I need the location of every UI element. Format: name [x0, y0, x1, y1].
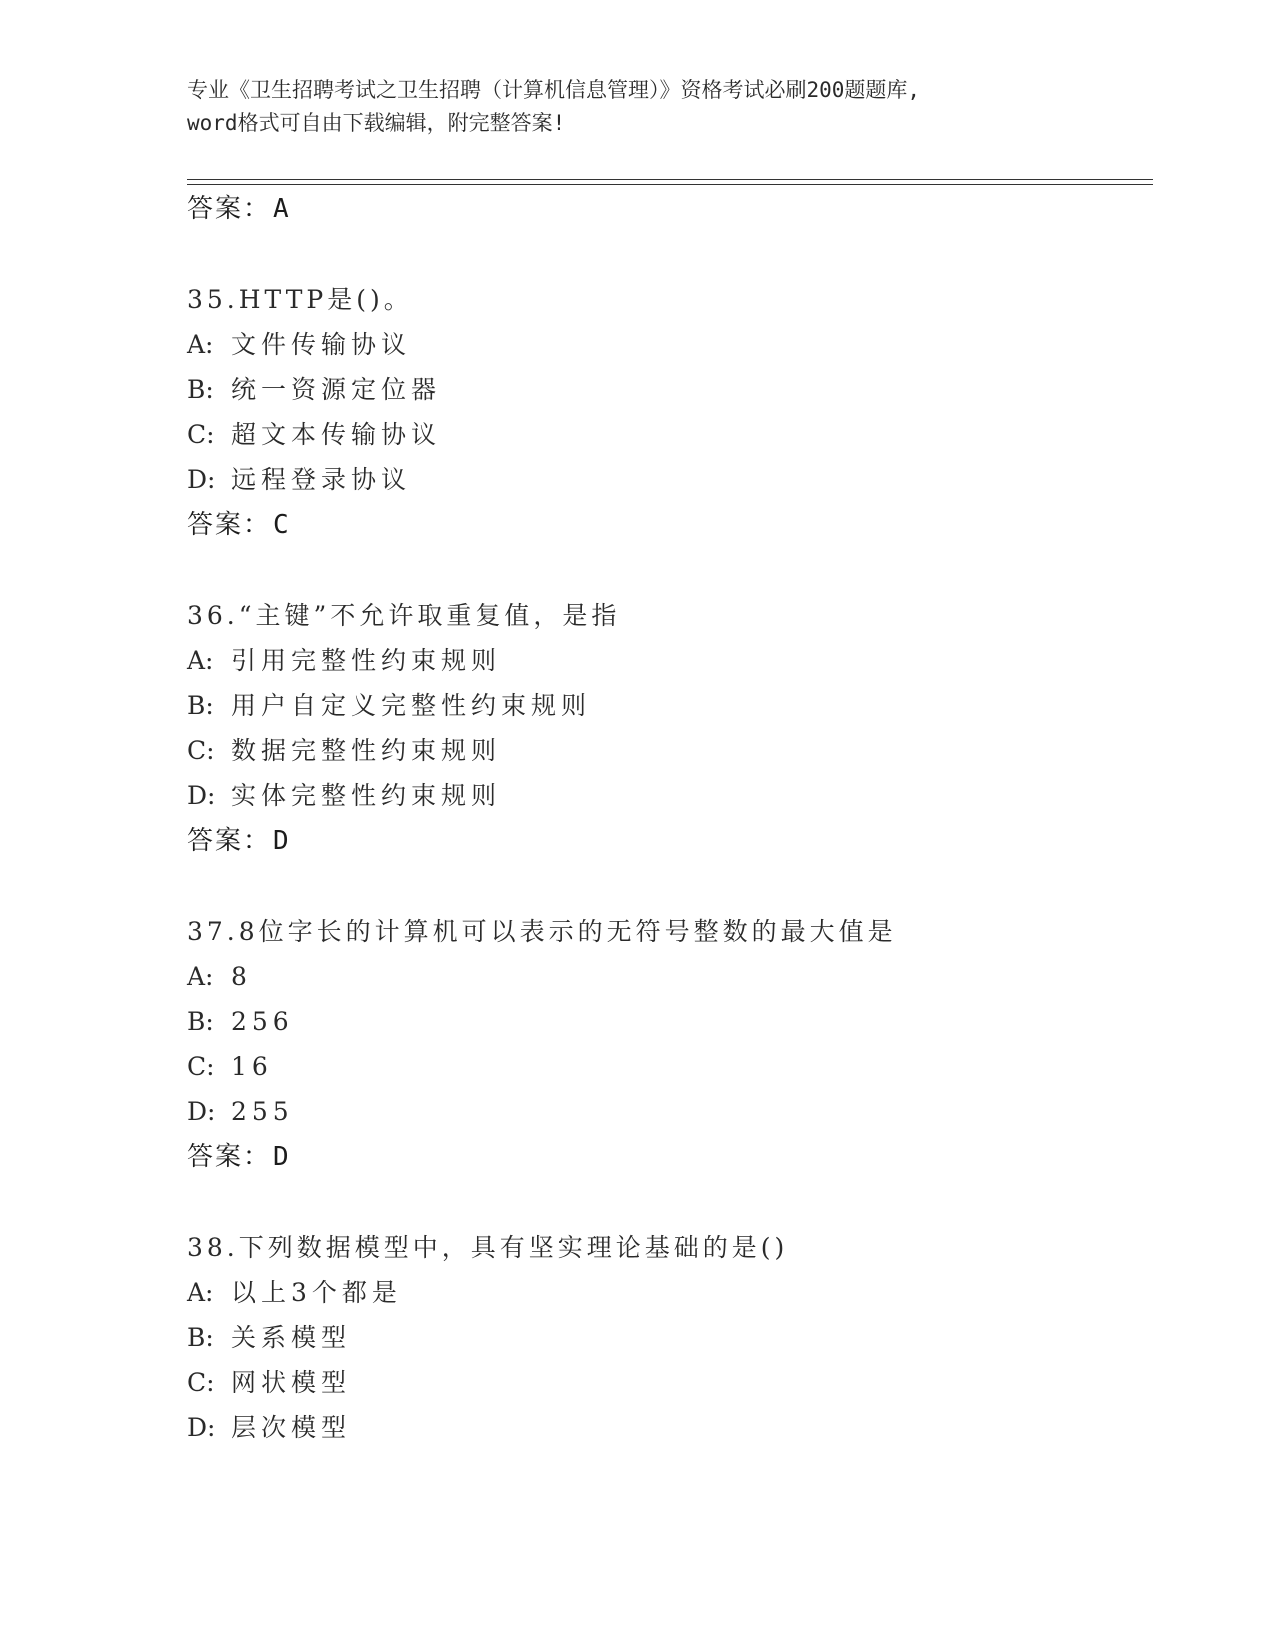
option-text: 8: [231, 962, 252, 991]
header-title-line-1: 专业《卫生招聘考试之卫生招聘（计算机信息管理）》资格考试必刷200题题库,: [187, 78, 921, 102]
option-text: 以上3个都是: [231, 1278, 402, 1307]
answer-value: A: [273, 194, 289, 224]
option-letter: A:: [187, 962, 214, 991]
answer-value: D: [273, 826, 289, 856]
answer-value: C: [273, 510, 289, 540]
option-letter: C:: [187, 1052, 215, 1081]
question-stem-36: 36.“主键”不允许取重复值，是指: [187, 601, 621, 630]
option-letter: D:: [187, 781, 216, 810]
answer-line-35: [187, 510, 289, 540]
option-letter: A:: [187, 330, 214, 359]
question-stem-38: 38.下列数据模型中，具有坚实理论基础的是(): [187, 1233, 789, 1262]
answer-value: D: [273, 1142, 289, 1172]
option-letter: D:: [187, 1413, 216, 1442]
option-d-36: [187, 781, 501, 811]
option-a-36: [187, 646, 501, 676]
option-letter: C:: [187, 1368, 215, 1397]
option-text: 引用完整性约束规则: [231, 646, 502, 675]
option-text: 256: [231, 1007, 294, 1036]
option-a-35: [187, 330, 411, 360]
option-text: 255: [231, 1097, 294, 1126]
option-b-37: [187, 1007, 294, 1037]
option-text: 文件传输协议: [231, 330, 412, 359]
option-letter: A:: [187, 646, 214, 675]
answer-line-34: [187, 194, 289, 224]
option-letter: A:: [187, 1278, 214, 1307]
option-letter: D:: [187, 465, 216, 494]
header-title-line-2: word格式可自由下载编辑，附完整答案!: [187, 111, 566, 135]
answer-label: 答案：: [187, 194, 272, 224]
option-text: 远程登录协议: [231, 465, 412, 494]
answer-line-37: [187, 1142, 289, 1172]
option-letter: C:: [187, 420, 215, 449]
option-letter: C:: [187, 736, 215, 765]
header-divider-top: [187, 179, 1153, 180]
answer-label: 答案：: [187, 510, 272, 540]
answer-line-36: [187, 826, 289, 856]
option-c-38: [187, 1368, 351, 1398]
option-letter: D:: [187, 1097, 216, 1126]
answer-label: 答案：: [187, 826, 272, 856]
option-text: 层次模型: [231, 1413, 352, 1442]
option-letter: B:: [187, 1323, 214, 1352]
option-text: 实体完整性约束规则: [231, 781, 502, 810]
option-text: 用户自定义完整性约束规则: [231, 691, 592, 720]
option-d-37: [187, 1097, 294, 1127]
option-b-35: [187, 375, 441, 405]
option-c-35: [187, 420, 441, 450]
option-c-37: [187, 1052, 273, 1082]
option-b-36: [187, 691, 591, 721]
option-d-38: [187, 1413, 351, 1443]
option-text: 网状模型: [231, 1368, 352, 1397]
option-b-38: [187, 1323, 351, 1353]
question-stem-37: 37.8位字长的计算机可以表示的无符号整数的最大值是: [187, 917, 897, 946]
option-text: 16: [231, 1052, 273, 1081]
option-letter: B:: [187, 1007, 214, 1036]
option-a-37: [187, 962, 252, 992]
header-divider-bottom: [187, 184, 1153, 185]
question-stem-35: 35.HTTP是()。: [187, 285, 413, 314]
option-d-35: [187, 465, 411, 495]
option-a-38: [187, 1278, 402, 1308]
answer-label: 答案：: [187, 1142, 272, 1172]
option-c-36: [187, 736, 501, 766]
document-header: [187, 74, 1087, 140]
option-text: 超文本传输协议: [231, 420, 442, 449]
option-text: 数据完整性约束规则: [231, 736, 502, 765]
option-letter: B:: [187, 375, 214, 404]
option-text: 关系模型: [231, 1323, 352, 1352]
option-letter: B:: [187, 691, 214, 720]
option-text: 统一资源定位器: [231, 375, 442, 404]
